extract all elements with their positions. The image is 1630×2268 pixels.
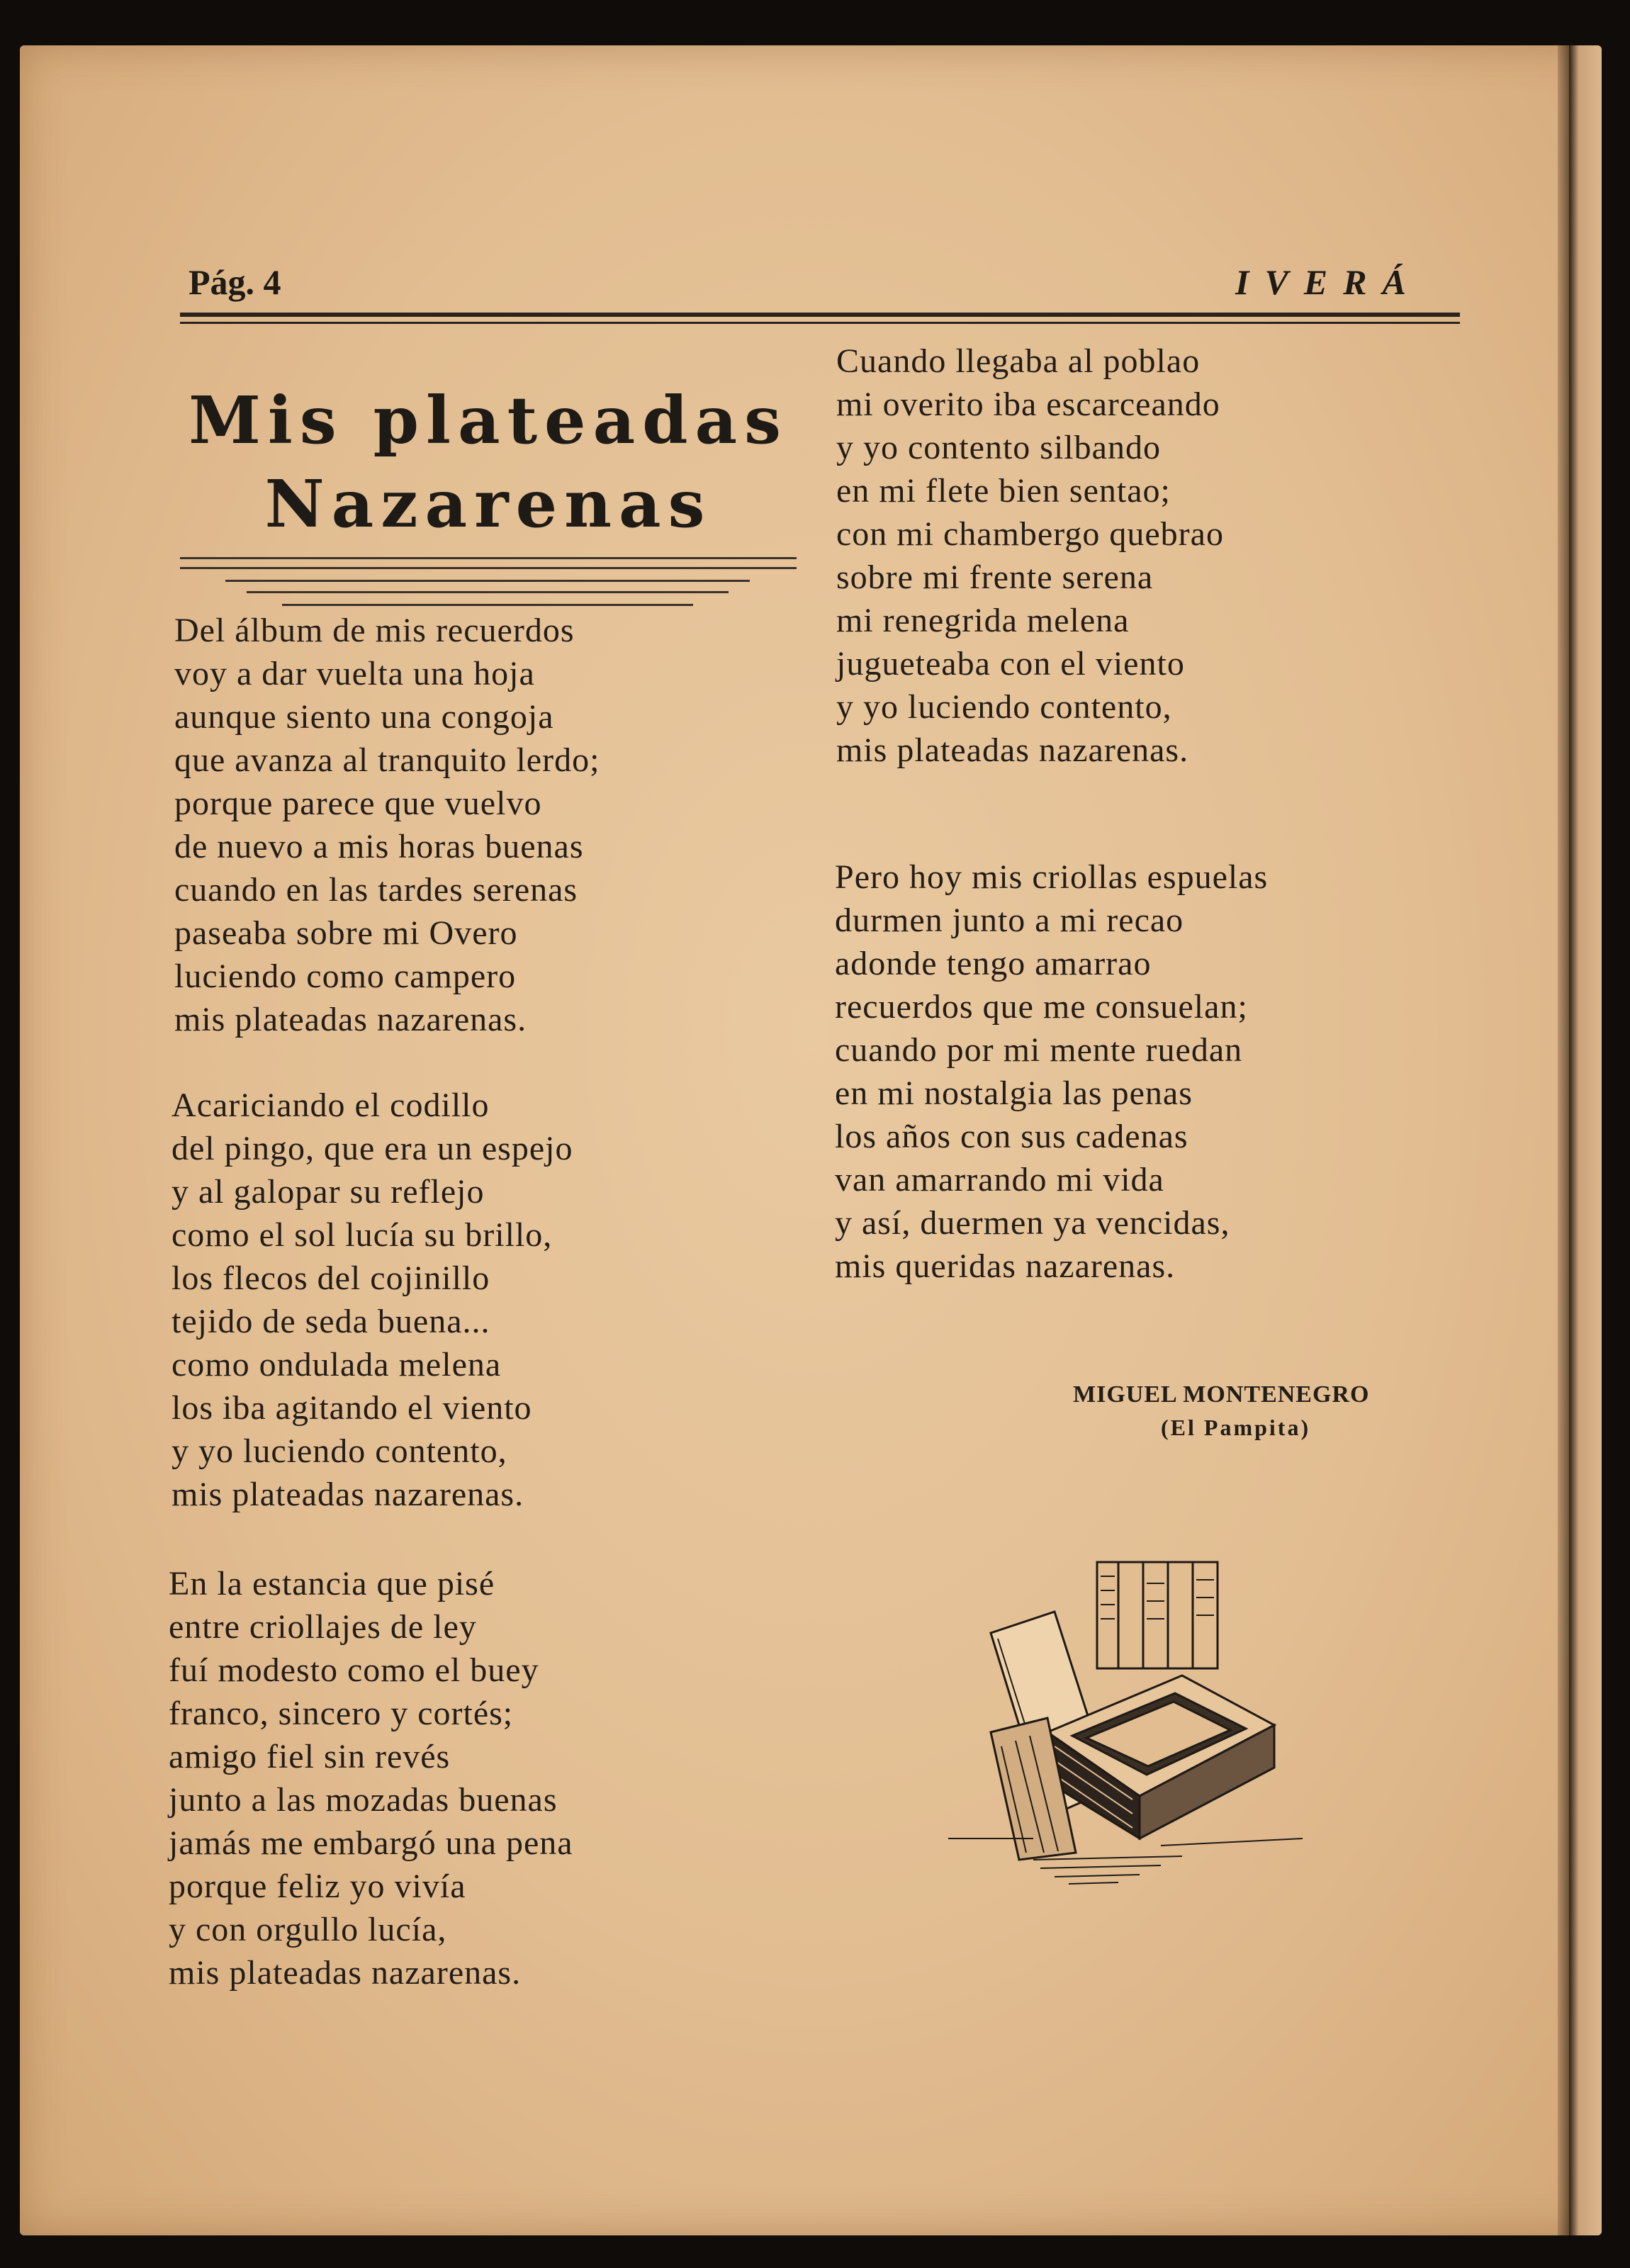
stanza-2: Acariciando el codillo del pingo, que era un espejo y al galopar su reflejo como el sol lucía su brillo, los flecos del cojinillo tejido de seda buena... como ondulada melena los iba agitando el viento y yo luciendo contento, mis plateadas nazarenas. (172, 1087, 573, 1513)
stanza-4: Cuando llegaba al poblao mi overito iba escarceando y yo contento silbando en mi flete bien sentao; con mi chambergo quebrao sobre mi frente serena mi renegrida melena jugueteaba con el viento y yo luciendo contento, mis plateadas nazarenas. (836, 342, 1224, 769)
title-line-1: Mis plateadas (189, 382, 788, 459)
next-page-edge (1569, 45, 1602, 2235)
header-rule-thin (180, 322, 1460, 324)
header-rule-thick (180, 313, 1460, 317)
article-title (180, 378, 797, 546)
title-rule-3 (225, 580, 750, 582)
chest-illustration (948, 1555, 1317, 1888)
stanza-3: En la estancia que pisé entre criollajes de ley fuí modesto como el buey franco, sincero y cortés; amigo fiel sin revés junto a las mozadas buenas jamás me embargó una pena porque feliz yo vivía y con orgullo lucía, mis plateadas nazarenas. (169, 1565, 573, 1992)
stanza-1: Del álbum de mis recuerdos voy a dar vuelta una hoja aunque siento una congoja que avanza al tranquito lerdo; porque parece que vuelvo de nuevo a mis horas buenas cuando en las tardes serenas paseaba sobre mi Overo luciendo como campero mis plateadas nazarenas. (174, 612, 600, 1038)
author-pseudonym: (El Pampita) (1161, 1415, 1311, 1440)
stanza-5: Pero hoy mis criollas espuelas durmen junto a mi recao adonde tengo amarrao recuerdos que me consuelan; cuando por mi mente ruedan en mi nostalgia las penas los años con sus cadenas van amarrando mi vida y así, duermen ya vencidas, mis queridas nazarenas. (835, 858, 1269, 1285)
author-name: MIGUEL MONTENEGRO (1073, 1381, 1370, 1408)
page-number: Pág. 4 (189, 262, 281, 302)
title-line-2: Nazarenas (264, 466, 712, 542)
publication-title: IVERÁ (1235, 262, 1422, 302)
title-rule-5 (282, 604, 693, 606)
magazine-page (20, 45, 1602, 2235)
title-rule-1 (180, 557, 797, 559)
title-rule-4 (247, 591, 729, 593)
page-edge-shadow (1558, 45, 1569, 2235)
title-rule-2 (180, 567, 797, 569)
